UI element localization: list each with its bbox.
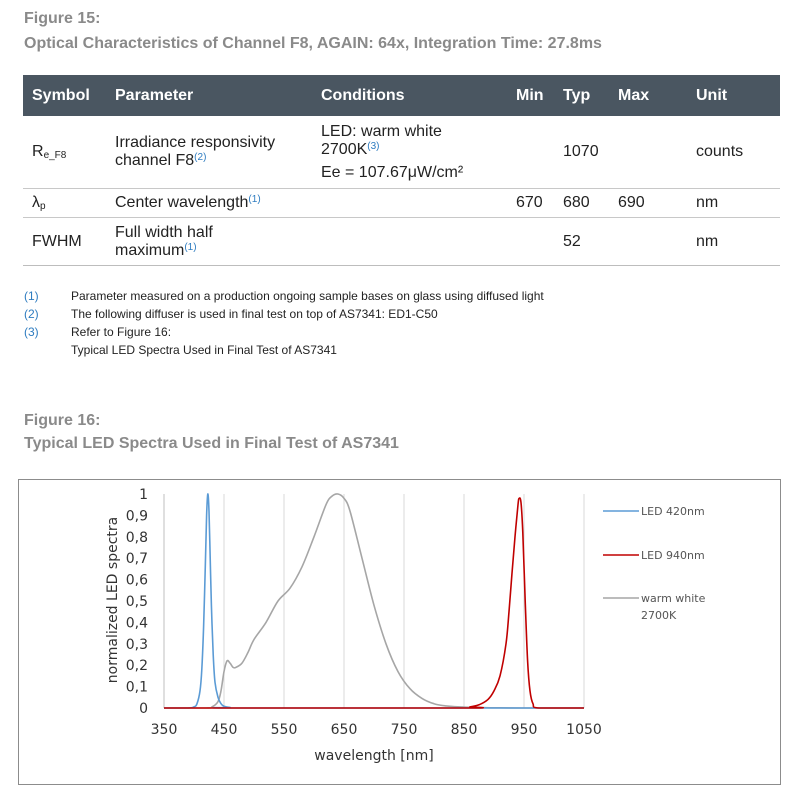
symbol-cell: [23, 116, 106, 189]
header-symbol: Symbol: [23, 75, 106, 116]
y-tick-label: 0,3: [125, 636, 148, 653]
footnote-text: Refer to Figure 16:: [71, 325, 172, 339]
legend-label: warm white: [641, 592, 706, 605]
footnote-ref[interactable]: (1): [248, 194, 261, 205]
symbol-main: R: [32, 143, 44, 160]
y-tick-label: 0,1: [125, 679, 148, 696]
characteristics-table: [23, 75, 780, 266]
y-tick-label: 0,6: [125, 572, 148, 589]
typ-cell: 1070: [554, 116, 609, 189]
parameter-line: Irradiance responsivity: [115, 134, 276, 151]
y-tick-label: 0,4: [125, 615, 148, 632]
conditions-cell: [312, 218, 507, 266]
footnote-number: (3): [24, 325, 39, 339]
footnote-text: The following diffuser is used in final test on top of AS7341: ED1-C50: [71, 307, 438, 321]
x-tick-label: 550: [270, 722, 298, 738]
table-row: [23, 116, 780, 189]
max-cell: [609, 218, 687, 266]
y-tick-label: 0,2: [125, 658, 148, 675]
header-max: Max: [609, 75, 687, 116]
parameter-line: Center wavelength: [115, 194, 249, 211]
typ-cell: 52: [554, 218, 609, 266]
symbol-main: λ: [32, 194, 40, 211]
parameter-cell: [106, 218, 312, 266]
x-tick-label: 850: [450, 722, 478, 738]
chart-ticks: [126, 487, 602, 738]
footnote-text-continued: Typical LED Spectra Used in Final Test of AS7341: [71, 343, 337, 357]
min-cell: 670: [507, 189, 554, 218]
footnote-ref[interactable]: (2): [194, 152, 207, 163]
legend-label-line2: 2700K: [641, 609, 677, 622]
min-cell: [507, 218, 554, 266]
y-tick-label: 0,5: [125, 594, 148, 610]
figure-16-label: Figure 16:: [24, 412, 101, 429]
condition-line: Ee = 107.67μW/cm²: [321, 163, 464, 181]
footnote-number: (2): [24, 307, 39, 321]
table-row: [23, 189, 780, 218]
legend-label: LED 940nm: [641, 549, 705, 562]
spectra-chart-svg: [19, 480, 780, 784]
max-cell: 690: [609, 189, 687, 218]
header-unit: Unit: [687, 75, 780, 116]
symbol-main: FWHM: [32, 232, 82, 250]
x-axis-label: wavelength [nm]: [314, 748, 434, 764]
spectra-chart: [18, 479, 781, 785]
y-tick-label: 0,9: [125, 508, 148, 525]
symbol-subscript: p: [40, 201, 46, 212]
footnote-number: (1): [24, 289, 39, 303]
y-tick-label: 0,8: [125, 529, 148, 546]
x-tick-label: 350: [150, 722, 178, 738]
parameter-cell: [106, 189, 312, 218]
footnote-text: Parameter measured on a production ongoing sample bases on glass using diffused light: [71, 289, 544, 303]
symbol-cell: [23, 189, 106, 218]
x-tick-label: 450: [210, 722, 238, 738]
series-line-led-420nm: [164, 494, 584, 708]
conditions-cell: [312, 116, 507, 189]
footnote-ref[interactable]: (1): [184, 241, 197, 253]
parameter-line: channel F8: [115, 152, 195, 169]
chart-legend: [603, 505, 706, 622]
condition-line: 2700K: [321, 140, 368, 158]
figure-15-label: Figure 15:: [24, 10, 101, 27]
legend-label: LED 420nm: [641, 505, 705, 518]
figure-16-title: Typical LED Spectra Used in Final Test of AS7341: [24, 435, 399, 452]
symbol-subscript: e_F8: [43, 150, 67, 161]
parameter-line: Full width half: [115, 223, 213, 241]
y-tick-label: 1: [139, 487, 148, 503]
chart-series: [164, 494, 584, 708]
conditions-cell: [312, 189, 507, 218]
table-header-row: [23, 75, 780, 116]
chart-axes: [164, 494, 584, 708]
x-tick-label: 750: [390, 722, 418, 738]
parameter-line: maximum: [115, 241, 185, 259]
series-line-warm-white: [164, 494, 584, 708]
parameter-cell: [106, 116, 312, 189]
header-conditions: Conditions: [312, 75, 507, 116]
y-tick-label: 0: [139, 701, 148, 717]
typ-cell: 680: [554, 189, 609, 218]
x-tick-label: 650: [330, 722, 358, 738]
unit-cell: nm: [687, 189, 780, 218]
figure-15-title: Optical Characteristics of Channel F8, AGAIN: 64x, Integration Time: 27.8ms: [24, 35, 602, 52]
footnote-ref[interactable]: (3): [367, 140, 380, 152]
header-parameter: Parameter: [106, 75, 312, 116]
unit-cell: nm: [687, 218, 780, 266]
x-tick-label: 950: [510, 722, 538, 738]
x-tick-label: 1050: [566, 722, 602, 738]
min-cell: [507, 116, 554, 189]
y-tick-label: 0,7: [125, 551, 148, 568]
condition-line: LED: warm white: [321, 122, 442, 140]
symbol-cell: [23, 218, 106, 266]
header-min: Min: [507, 75, 554, 116]
max-cell: [609, 116, 687, 189]
table-row: [23, 218, 780, 266]
y-axis-label: normalized LED spectra: [105, 516, 121, 684]
unit-cell: counts: [687, 116, 780, 189]
header-typ: Typ: [554, 75, 609, 116]
